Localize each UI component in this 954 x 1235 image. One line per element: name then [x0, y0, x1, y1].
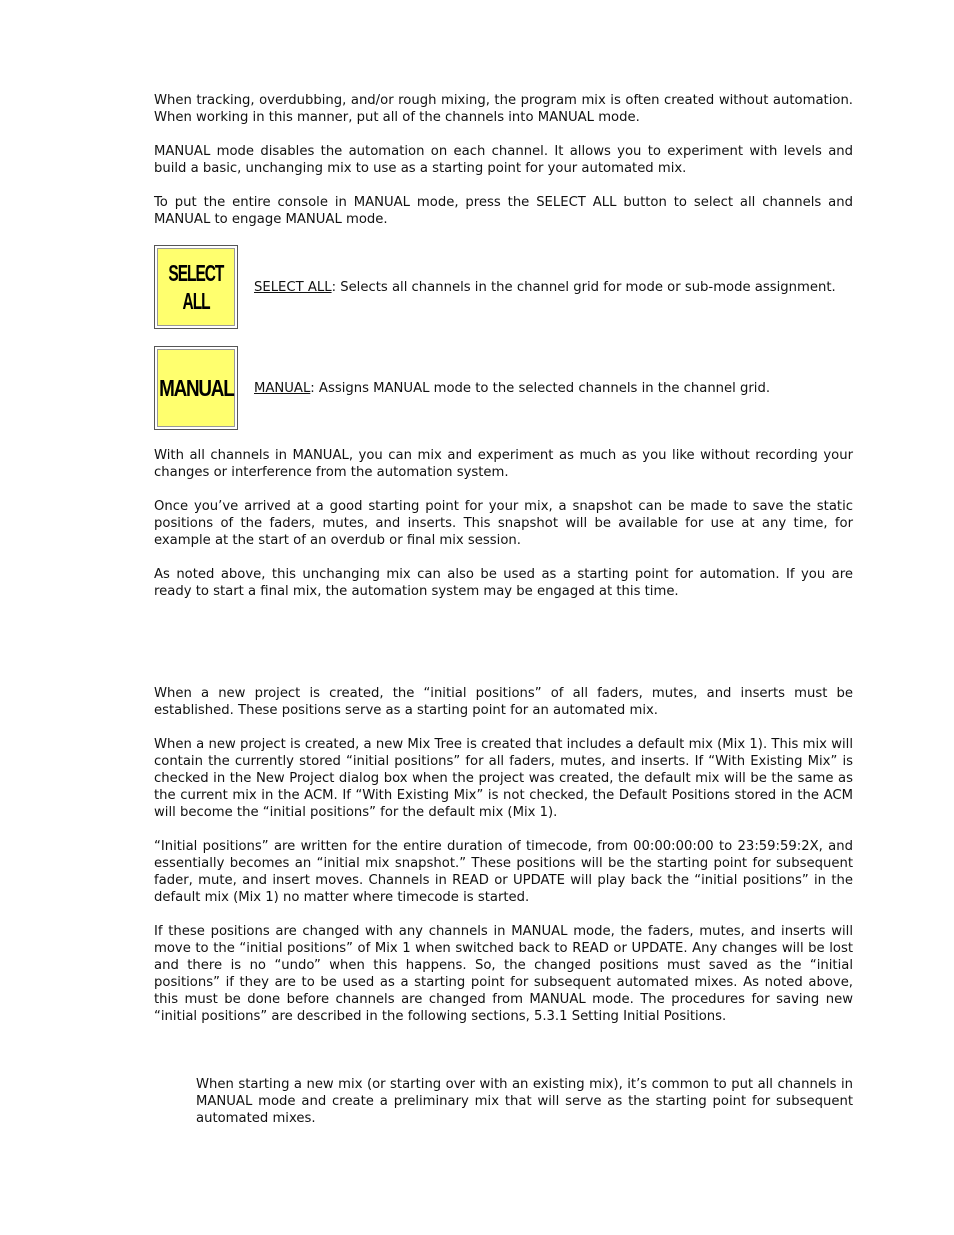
paragraph-mix-tree: When a new project is created, a new Mix Tree is created that includes a default mix (Mix 1). This mix will contain the currently stored “initial positions” for all faders, mutes, and inserts. If “With Existing Mix” is checked in the New Project dialog box when the project was created, the default mix will be the same as the current mix in the ACM. If “With Existing Mix” is not checked, the Default Positions stored in the ACM will become the “initial positions” for the default mix (Mix 1). — [154, 737, 853, 820]
paragraph-new-project: When a new project is created, the “initial positions” of all faders, mutes, and inserts must be established. These positions serve as a starting point for an automated mix. — [154, 686, 853, 718]
paragraph-positions-changed: If these positions are changed with any channels in MANUAL mode, the faders, mutes, and inserts will move to the “initial positions” of Mix 1 when switched back to READ or UPDATE. Any changes will be lost and there is no “undo” when this happens. So, the changed positions must saved as the “initial positions” if they are to be used as a starting point for subsequent automated mixes. As noted above, this must be done before channels are changed from MANUAL mode. The procedures for saving new “initial positions” are described in the following sections, 5.3.1 Setting Initial Positions. — [154, 924, 853, 1024]
manual-row — [154, 346, 853, 430]
paragraph-all-channels-manual: With all channels in MANUAL, you can mix and experiment as much as you like without recording your changes or interference from the automation system. — [154, 448, 853, 480]
manual-label: MANUAL — [158, 375, 234, 401]
manual-text: : Assigns MANUAL mode to the selected channels in the channel grid. — [310, 380, 771, 396]
paragraph-tracking: When tracking, overdubbing, and/or rough mixing, the program mix is often created without automation. When working in this manner, put all of the channels into MANUAL mode. — [154, 93, 853, 125]
select-all-button-image — [154, 245, 238, 329]
manual-button-image — [154, 346, 238, 430]
paragraph-unchanging-mix: As noted above, this unchanging mix can also be used as a starting point for automation. If you are ready to start a final mix, the automation system may be engaged at this time. — [154, 567, 853, 599]
section-gap — [154, 617, 853, 685]
manual-description — [254, 380, 853, 397]
paragraph-starting-new-mix: When starting a new mix (or starting over with an existing mix), it’s common to put all channels in MANUAL mode and create a preliminary mix that will serve as the starting point for subsequent automated mixes. — [196, 1077, 853, 1126]
select-all-row — [154, 245, 853, 329]
paragraph-snapshot: Once you’ve arrived at a good starting point for your mix, a snapshot can be made to save the static positions of the faders, mutes, and inserts. This snapshot will be available for use at any time, for example at the start of an overdub or final mix session. — [154, 499, 853, 548]
select-all-label-line2: ALL — [182, 288, 210, 314]
document-page — [154, 92, 853, 1144]
select-all-term: SELECT ALL — [254, 279, 332, 295]
select-all-description — [254, 279, 853, 296]
subsection-gap — [154, 1042, 853, 1076]
paragraph-initial-positions: “Initial positions” are written for the entire duration of timecode, from 00:00:00:00 to 23:59:59:2X, and essentially becomes an “initial mix snapshot.” These positions will be the starting point for subsequent fader, mute, and insert moves. Channels in READ or UPDATE will play back the “initial positions” in the default mix (Mix 1) no matter where timecode is started. — [154, 839, 853, 905]
manual-term: MANUAL — [254, 380, 311, 396]
paragraph-manual-mode: MANUAL mode disables the automation on each channel. It allows you to experiment with levels and build a basic, unchanging mix to use as a starting point for your automated mix. — [154, 144, 853, 176]
select-all-text: : Selects all channels in the channel grid for mode or sub-mode assignment. — [331, 279, 836, 295]
select-all-label-line1: SELECT — [168, 260, 224, 286]
paragraph-entire-console: To put the entire console in MANUAL mode, press the SELECT ALL button to select all channels and MANUAL to engage MANUAL mode. — [154, 195, 853, 227]
